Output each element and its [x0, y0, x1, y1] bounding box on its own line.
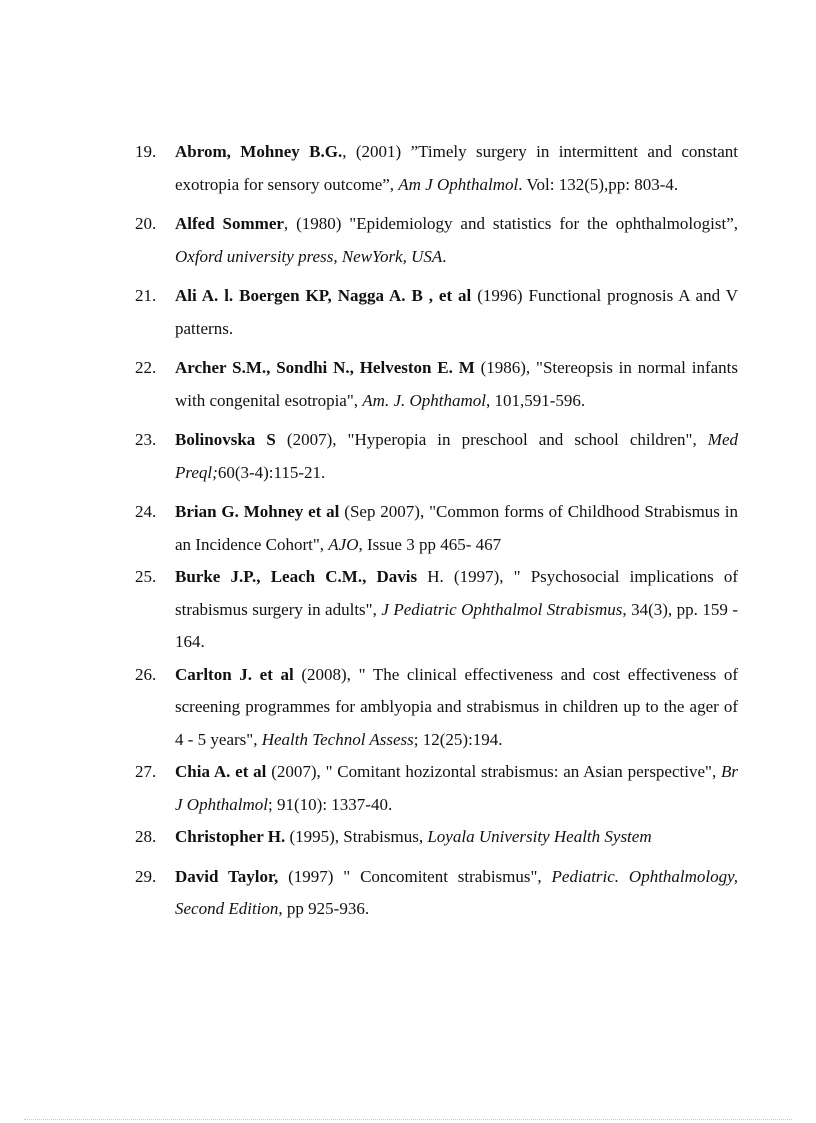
reference-number: 27.: [135, 762, 157, 781]
reference-item: [132, 352, 738, 417]
reference-number: 28.: [135, 827, 157, 846]
reference-number: 29.: [135, 866, 157, 886]
reference-item: [132, 208, 738, 273]
reference-item: [132, 861, 738, 926]
reference-tail: , Issue 3 pp 465- 467: [358, 534, 502, 554]
reference-source: Br J Ophthalmol: [175, 762, 739, 814]
reference-text: (2007), " Comitant hozizontal strabismus: an Asian perspective",: [266, 762, 722, 781]
reference-author: Brian G. Mohney et al: [175, 502, 340, 521]
reference-number: 19.: [135, 142, 157, 161]
reference-source: Pediatric. Ophthalmology, Second Edition: [175, 866, 738, 918]
reference-item: [132, 659, 738, 757]
reference-source: AJO: [328, 534, 359, 554]
reference-item: [132, 756, 738, 821]
reference-number: 23.: [135, 430, 157, 449]
reference-item: [132, 496, 738, 561]
reference-tail: . Vol: 132(5),pp: 803-4.: [518, 174, 679, 194]
page-bottom-divider: [24, 1119, 792, 1120]
reference-tail: , 101,591-596.: [486, 390, 586, 410]
reference-item: [132, 136, 738, 201]
reference-number: 21.: [135, 286, 157, 305]
reference-tail: ; 12(25):194.: [413, 729, 503, 749]
reference-author: Alfed Sommer: [175, 214, 284, 233]
reference-tail: 60(3-4):115-21.: [217, 462, 326, 482]
reference-source: Oxford university press, NewYork, USA: [175, 246, 443, 266]
reference-tail: , pp 925-936.: [278, 899, 370, 918]
reference-author: Archer S.M., Sondhi N., Helveston E. M: [175, 358, 475, 377]
reference-source: Loyala University Health System: [427, 827, 652, 846]
reference-text: , (1980) "Epidemiology and statistics for the ophthalmologist”,: [283, 214, 738, 233]
reference-item: [132, 561, 738, 659]
reference-author: Ali A. l. Boergen KP, Nagga A. B , et al: [175, 286, 472, 305]
reference-source: Am J Ophthalmol: [398, 174, 519, 194]
reference-text: (1986), "Stereopsis in normal infants with congenital esotropia",: [175, 358, 738, 410]
reference-author: Chia A. et al: [175, 762, 267, 781]
reference-text: (Sep 2007), "Common forms of Childhood Strabismus in an Incidence Cohort",: [175, 502, 738, 554]
reference-tail: .: [442, 246, 447, 266]
reference-author: Carlton J. et al: [175, 664, 294, 684]
reference-number: 25.: [135, 567, 157, 586]
reference-author: Bolinovska S: [175, 430, 276, 449]
reference-tail: ; 91(10): 1337-40.: [268, 794, 393, 814]
reference-item: [132, 424, 738, 489]
reference-author: David Taylor,: [175, 866, 279, 886]
reference-text: H. (1997), " Psychosocial implications of strabismus surgery in adults",: [175, 567, 738, 619]
reference-tail: , 34(3), pp. 159 - 164.: [175, 599, 738, 651]
reference-author: Abrom, Mohney B.G.: [175, 142, 343, 161]
reference-number: 20.: [135, 214, 157, 233]
reference-number: 26.: [135, 664, 157, 684]
reference-number: 24.: [135, 502, 157, 521]
reference-item: [132, 280, 738, 345]
reference-text: (2008), " The clinical effectiveness and cost effectiveness of screening programmes for amblyopia and strabismus in children up to the ager of 4 - 5 years",: [175, 664, 738, 749]
reference-author: Burke J.P., Leach C.M., Davis: [175, 567, 418, 586]
reference-source: Med Preql;: [175, 430, 738, 482]
reference-text: , (2001) ”Timely surgery in intermittent and constant exotropia for sensory outcome”,: [175, 142, 738, 194]
reference-number: 22.: [135, 358, 157, 377]
reference-source: Am. J. Ophthamol: [362, 390, 487, 410]
reference-list: [132, 136, 738, 926]
reference-source: Health Technol Assess: [261, 729, 414, 749]
reference-author: Christopher H.: [175, 827, 286, 846]
reference-text: (1997) " Concomitent strabismus",: [278, 866, 552, 886]
reference-source: J Pediatric Ophthalmol Strabismus: [381, 599, 623, 619]
reference-item: [132, 821, 738, 854]
reference-text: (2007), "Hyperopia in preschool and school children",: [275, 430, 708, 449]
reference-text: (1995), Strabismus,: [285, 827, 428, 846]
reference-text: (1996) Functional prognosis A and V patterns.: [175, 286, 738, 338]
